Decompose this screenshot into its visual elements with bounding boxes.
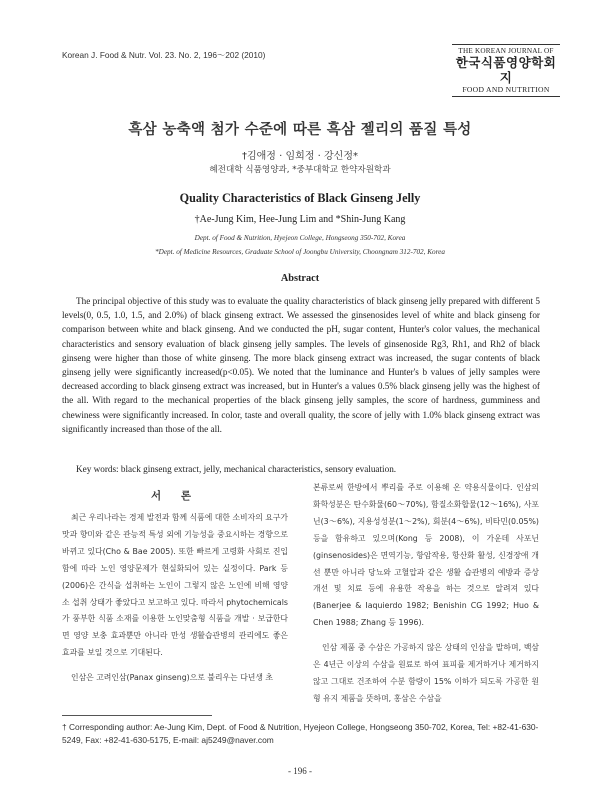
keywords: Key words: black ginseng extract, jelly, mechanical characteristics, sensory evaluation. xyxy=(76,464,397,474)
page-number: - 196 - xyxy=(288,766,312,776)
corresponding-author-footnote: † Corresponding author: Ae-Jung Kim, Dept. of Food & Nutrition, Hyejeon College, Hongseong 350-702, Korea, Tel: +82-41-630-5249, Fax: +82-41-630-5175, E-mail: aj5249@naver.com xyxy=(62,722,539,746)
intro-paragraph: 인삼 제품 중 수삼은 가공하지 않은 상태의 인삼을 말하며, 백삼은 4년근 이상의 수삼을 원료로 하여 표피를 제거하거나 제거하지 않고 그대로 건조하여 수분 함량이 15% 이하가 되도록 가공한 원형 유지 제품을 뜻하며, 홍삼은 수삼을 xyxy=(313,643,539,703)
journal-name-en-line1: THE KOREAN JOURNAL OF xyxy=(458,47,554,55)
intro-right-column xyxy=(313,480,539,708)
journal-name-ko: 한국식품영양학회지 xyxy=(455,55,557,85)
affiliation-en-2: *Dept. of Medicine Resources, Graduate School of Joongbu University, Choongnam 312-702, Korea xyxy=(155,248,445,256)
journal-citation: Korean J. Food & Nutr. Vol. 23. No. 2, 196～202 (2010) xyxy=(62,50,266,60)
affiliation-en-1: Dept. of Food & Nutrition, Hyejeon College, Hongseong 350-702, Korea xyxy=(194,234,406,242)
intro-paragraph: 인삼은 고려인삼(Panax ginseng)으로 불리우는 다년생 초 xyxy=(71,673,273,683)
intro-paragraph: 본류로써 한방에서 뿌리를 주로 이용해 온 약용식물이다. 인삼의 화학성분은 탄수화물(60～70%), 함질소화합물(12～16%), 사포닌(3～6%), 지용성성분(1～2%), 회분(4～6%), 비타민(0.05%) 등을 함유하고 있으며(Kong 등 2008), 이 가운데 사포닌(ginsenosides)은 면역기능, 항암작용, 항산화 활성, 신경장애 개선 뿐만 아니라 당뇨와 고혈압과 같은 생활 습관병의 예방과 증상 개선 및 치료 등에 유용한 작용을 하는 것으로 알려져 있다(Banerjee & Iaquierdo 1982; Benishin CG 1992; Huo & Chen 1988; Zhang 등 1996). xyxy=(313,483,539,628)
authors-en: †Ae-Jung Kim, Hee-Jung Lim and *Shin-Jung Kang xyxy=(194,214,406,225)
abstract-heading: Abstract xyxy=(280,273,320,284)
intro-paragraph: 최근 우리나라는 경제 발전과 함께 식품에 대한 소비자의 요구가 맛과 향미와 같은 관능적 특성 외에 기능성을 중요시하는 경향으로 바뀌고 있다(Cho & Bae 2005). 또한 빠르게 고령화 사회로 진입함에 따라 노인 영양문제가 현실화되어 있는 실정이다. Park 등(2006)은 간식을 섭취하는 노인이 그렇지 않은 노인에 비해 영양소 섭취 상태가 좋았다고 보고하고 있다. 따라서 phytochemicals가 풍부한 식품 소재를 이용한 노인맞춤형 식품을 개발 · 보급한다면 영양 보충 효과뿐만 아니라 만성 생활습관병의 관리에도 좋은 효과를 보일 것으로 기대된다. xyxy=(62,513,288,658)
intro-heading: 서 론 xyxy=(151,490,199,502)
masthead-top-rule xyxy=(452,44,560,45)
intro-left-column xyxy=(62,510,288,687)
masthead-bottom-rule xyxy=(452,96,560,97)
journal-masthead xyxy=(452,44,560,97)
paper-title-en: Quality Characteristics of Black Ginseng Jelly xyxy=(179,191,421,205)
abstract-body: The principal objective of this study was to evaluate the quality characteristics of black ginseng jelly prepared with different 5 levels(0, 0.5, 1.0, 1.5, and 2.0%) of black ginseng extract. We assessed the ginsenosides level of white and black ginseng for comparison between white and black ginseng. And we conducted the pH, sugar content, Hunter's color values, the mechanical characteristics and sensory evaluation of black ginseng jelly samples. The levels of ginsenoside Rg3, Rh1, and Rh2 of black ginseng were higher than those of white ginseng. The more black ginseng extract was increased, the sugar contents of black ginseng jelly were significantly increased(p<0.05). We noted that the luminance and Hunter's b values of jelly samples were decreased according to black ginseng extract was increased, but in Hunter's a values 0.5% black ginseng jelly was the highest of the all. With regard to the mechanical properties of the black ginseng jelly samples, the score of hardness, gumminess and chewiness were significantly increased. In color, taste and overall quality, the score of jelly with 1.0% black ginseng extract was significantly increased than those of the all. xyxy=(62,296,540,434)
journal-name-en-line2: FOOD AND NUTRITION xyxy=(462,85,550,94)
affiliation-ko: 혜전대학 식품영양과, *중부대학교 한약자원학과 xyxy=(209,165,391,175)
paper-title-ko: 흑삼 농축액 첨가 수준에 따른 흑삼 젤리의 품질 특성 xyxy=(128,122,472,138)
authors-ko: †김애정 · 임희정 · 강신정* xyxy=(241,151,358,162)
footnote-rule xyxy=(62,715,212,716)
